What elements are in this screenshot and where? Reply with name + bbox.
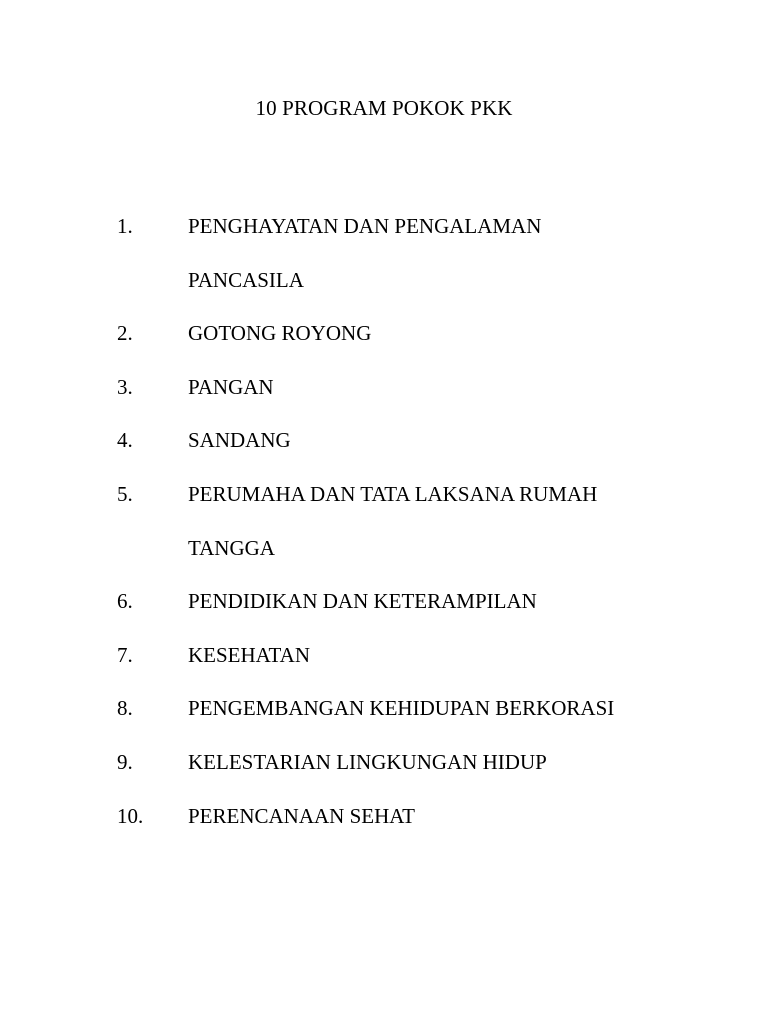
list-item-text: PANGAN xyxy=(188,374,274,399)
list-item xyxy=(117,361,677,415)
list-item-text: PENGHAYATAN DAN PENGALAMAN PANCASILA xyxy=(188,214,542,292)
list-item-text: PENGEMBANGAN KEHIDUPAN BERKORASI xyxy=(188,696,615,721)
list-item xyxy=(117,200,677,307)
list-item-number: 9. xyxy=(117,749,133,774)
list-item-text: SANDANG xyxy=(188,428,291,453)
list-item xyxy=(117,575,677,629)
list-item xyxy=(117,307,677,361)
list-item xyxy=(117,682,677,736)
list-item xyxy=(117,414,677,468)
list-item-number: 1. xyxy=(117,214,133,238)
list-item-number: 3. xyxy=(117,374,133,399)
list-item-text: PERENCANAAN SEHAT xyxy=(188,803,415,828)
list-item-number: 7. xyxy=(117,642,133,667)
list-item xyxy=(117,468,677,575)
list-item-text: GOTONG ROYONG xyxy=(188,321,372,346)
list-item-number: 2. xyxy=(117,321,133,346)
list-item xyxy=(117,736,677,790)
list-item xyxy=(117,629,677,683)
list-item-text: KESEHATAN xyxy=(188,642,310,667)
list-item-text: PENDIDIKAN DAN KETERAMPILAN xyxy=(188,589,537,614)
list-item-text: KELESTARIAN LINGKUNGAN HIDUP xyxy=(188,749,547,774)
list-item-number: 8. xyxy=(117,696,133,721)
list-item-number: 6. xyxy=(117,589,133,614)
list-item-text: PERUMAHA DAN TATA LAKSANA RUMAH TANGGA xyxy=(188,481,598,560)
list-item-number: 4. xyxy=(117,428,133,453)
list-item xyxy=(117,790,677,844)
program-list xyxy=(117,200,677,843)
document-title: 10 PROGRAM POKOK PKK xyxy=(255,96,513,120)
list-item-number: 5. xyxy=(117,481,133,506)
list-item-number: 10. xyxy=(117,803,144,828)
